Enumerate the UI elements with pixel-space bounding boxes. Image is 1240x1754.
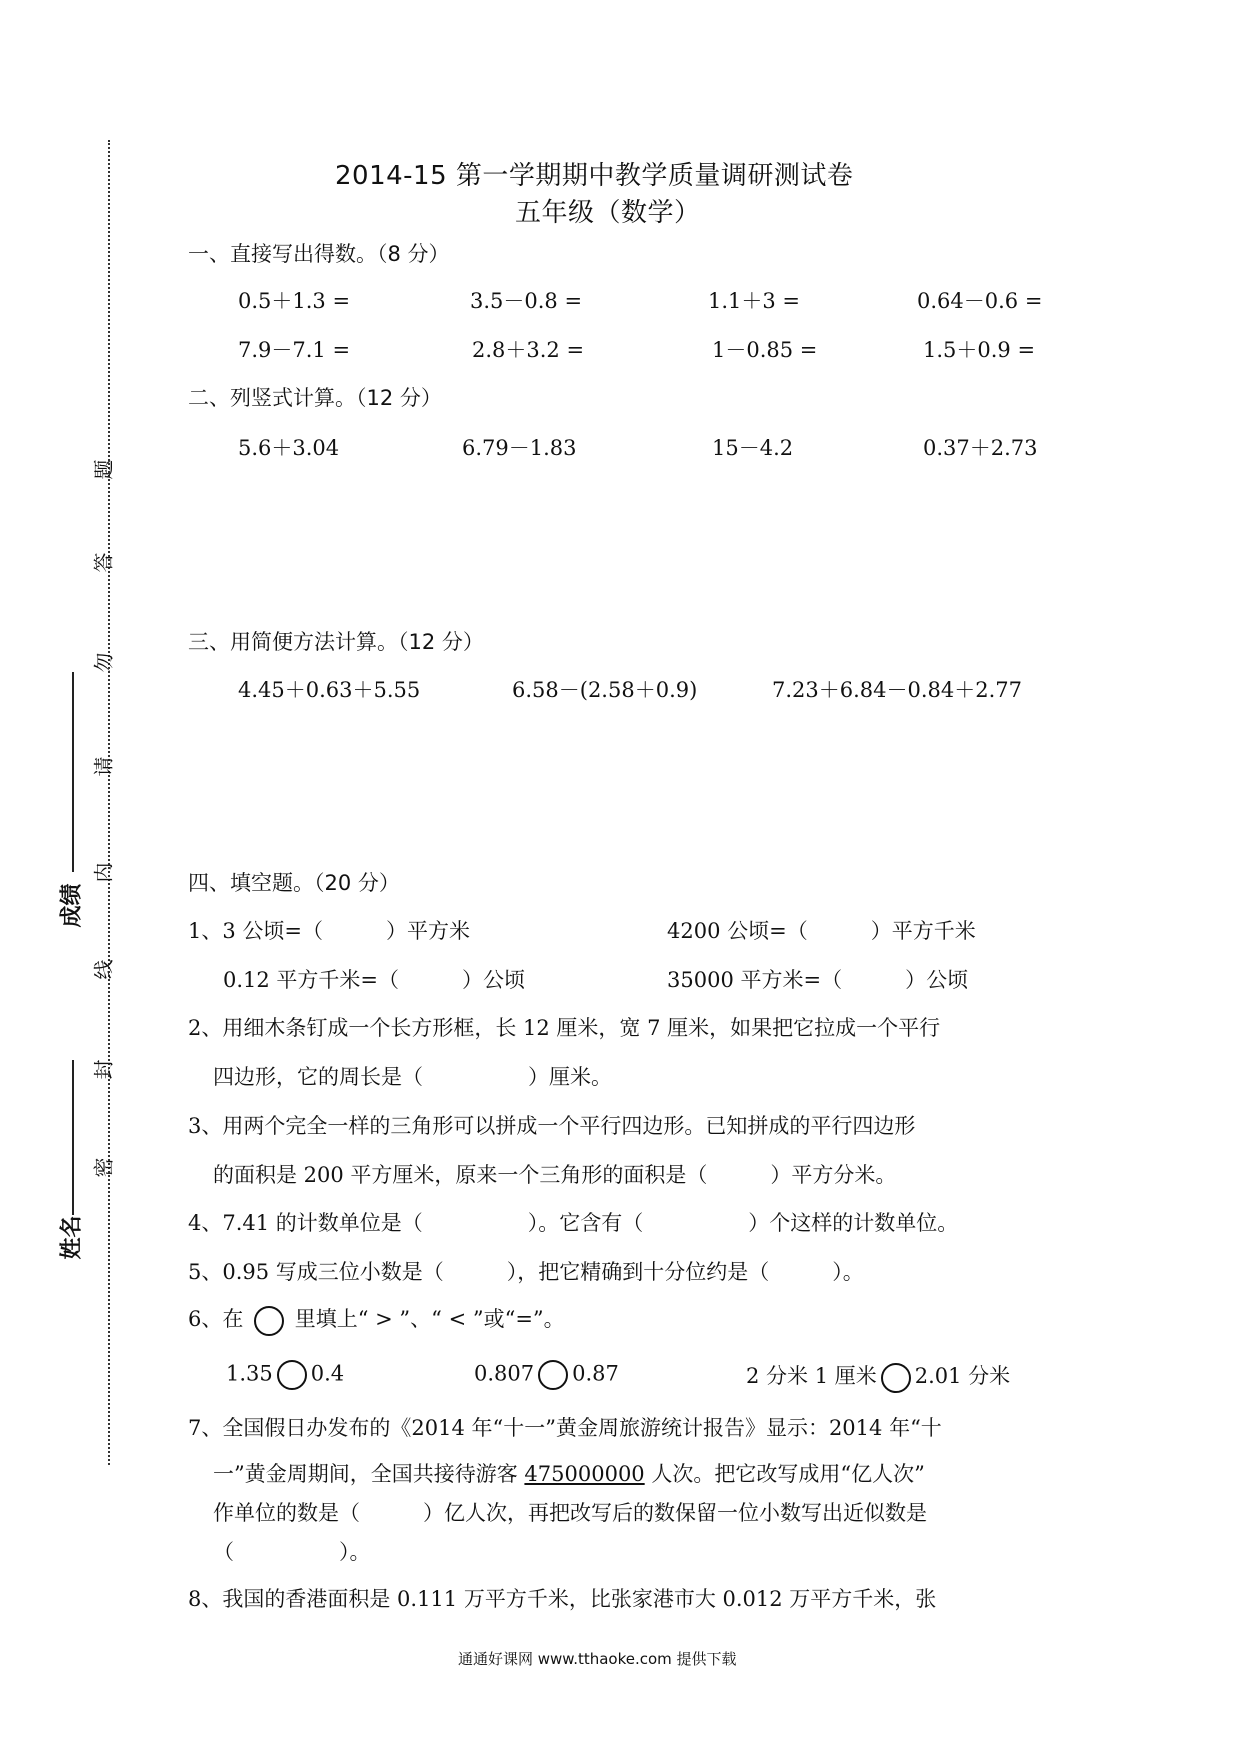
- seal-char: 请: [91, 756, 116, 777]
- page-subtitle: 五年级（数学）: [515, 198, 701, 228]
- vertical-calc-item: 5.6＋3.04: [238, 436, 340, 460]
- question-7-line1: 7、全国假日办发布的《2014 年“十一”黄金周旅游统计报告》显示：2014 年“十: [188, 1416, 942, 1440]
- score-label: 成绩: [59, 883, 85, 928]
- vertical-calc-item: 0.37＋2.73: [923, 436, 1038, 460]
- compare-right: 2.01 分米: [914, 1364, 1011, 1388]
- section3-heading: 三、用简便方法计算。（12 分）: [188, 630, 484, 654]
- question-2-line1: 2、用细木条钉成一个长方形框，长 12 厘米，宽 7 厘米，如果把它拉成一个平行: [188, 1016, 941, 1040]
- name-blank-line[interactable]: [72, 1060, 74, 1215]
- simplify-item: 4.45＋0.63＋5.55: [238, 678, 421, 702]
- calc-item: 0.5＋1.3 =: [238, 289, 351, 313]
- seal-char: 题: [91, 459, 116, 480]
- question-8-line1: 8、我国的香港面积是 0.111 万平方千米，比张家港市大 0.012 万平方千米，张: [188, 1587, 937, 1611]
- compare-left: 0.807: [474, 1361, 535, 1386]
- calc-item: 7.9－7.1 =: [238, 338, 351, 362]
- question-4: 4、7.41 的计数单位是（ ）。它含有（ ）个这样的计数单位。: [188, 1211, 959, 1235]
- simplify-item: 6.58－(2.58＋0.9): [512, 678, 698, 702]
- calc-item: 3.5－0.8 =: [470, 289, 583, 313]
- question-6-suffix: 里填上“ > ”、“ < ”或“=”。: [294, 1307, 565, 1331]
- question-7-line4: （ ）。: [213, 1540, 371, 1564]
- seal-char: 密: [91, 1157, 116, 1178]
- seal-dotted-line: [108, 140, 110, 1465]
- calc-item: 1.1＋3 =: [708, 289, 801, 313]
- answer-circle[interactable]: [881, 1363, 911, 1393]
- score-blank-line[interactable]: [72, 672, 74, 872]
- seal-char: 答: [91, 552, 116, 573]
- visitor-count: 475000000: [524, 1462, 645, 1486]
- question-2-line2: 四边形，它的周长是（ ）厘米。: [213, 1065, 612, 1089]
- question-6-prefix: 6、在: [188, 1307, 244, 1331]
- question-1d: 35000 平方米=（ ）公顷: [667, 968, 969, 992]
- section2-heading: 二、列竖式计算。（12 分）: [188, 386, 442, 410]
- compare-right: 0.87: [572, 1361, 619, 1386]
- calc-item: 1－0.85 =: [712, 338, 818, 362]
- footer-text: 通通好课网 www.tthaoke.com 提供下载: [458, 1650, 737, 1668]
- vertical-calc-item: 6.79－1.83: [462, 436, 577, 460]
- seal-char: 封: [91, 1059, 116, 1080]
- question-1b: 4200 公顷=（ ）平方千米: [667, 919, 976, 943]
- vertical-calc-item: 15－4.2: [712, 436, 794, 460]
- question-1c: 0.12 平方千米=（ ）公顷: [223, 968, 526, 992]
- question-1a: 1、3 公顷=（ ）平方米: [188, 919, 470, 943]
- page-title: 2014-15 第一学期期中教学质量调研测试卷: [335, 161, 854, 191]
- question-7-line2-b: 人次。把它改写成用“亿人次”: [644, 1462, 925, 1486]
- question-6: [188, 1303, 565, 1336]
- question-5: 5、0.95 写成三位小数是（ ），把它精确到十分位约是（ ）。: [188, 1260, 864, 1284]
- question-3-line1: 3、用两个完全一样的三角形可以拼成一个平行四边形。已知拼成的平行四边形: [188, 1114, 916, 1138]
- name-label: 姓名: [59, 1215, 85, 1260]
- calc-item: 2.8＋3.2 =: [472, 338, 585, 362]
- seal-char: 勿: [91, 652, 116, 673]
- compare-item: [226, 1360, 344, 1390]
- question-7-line2: [213, 1458, 925, 1488]
- question-3-line2: 的面积是 200 平方厘米，原来一个三角形的面积是（ ）平方分米。: [213, 1163, 897, 1187]
- compare-left: 1.35: [226, 1361, 273, 1386]
- calc-item: 0.64－0.6 =: [917, 289, 1043, 313]
- compare-left: 2 分米 1 厘米: [746, 1364, 877, 1388]
- compare-item: [746, 1360, 1010, 1393]
- question-7-line2-a: 一”黄金周期间，全国共接待游客: [213, 1462, 525, 1486]
- seal-char: 线: [91, 959, 116, 980]
- answer-circle[interactable]: [538, 1360, 568, 1390]
- seal-char: 内: [91, 862, 116, 883]
- simplify-item: 7.23＋6.84－0.84＋2.77: [772, 678, 1023, 702]
- circle-icon: [254, 1306, 284, 1336]
- compare-right: 0.4: [310, 1361, 345, 1386]
- compare-item: [474, 1360, 619, 1390]
- answer-circle[interactable]: [277, 1360, 307, 1390]
- section4-heading: 四、填空题。（20 分）: [188, 871, 400, 895]
- calc-item: 1.5＋0.9 =: [923, 338, 1036, 362]
- question-7-line3: 作单位的数是（ ）亿人次，再把改写后的数保留一位小数写出近似数是: [213, 1501, 927, 1525]
- section1-heading: 一、直接写出得数。（8 分）: [188, 242, 450, 266]
